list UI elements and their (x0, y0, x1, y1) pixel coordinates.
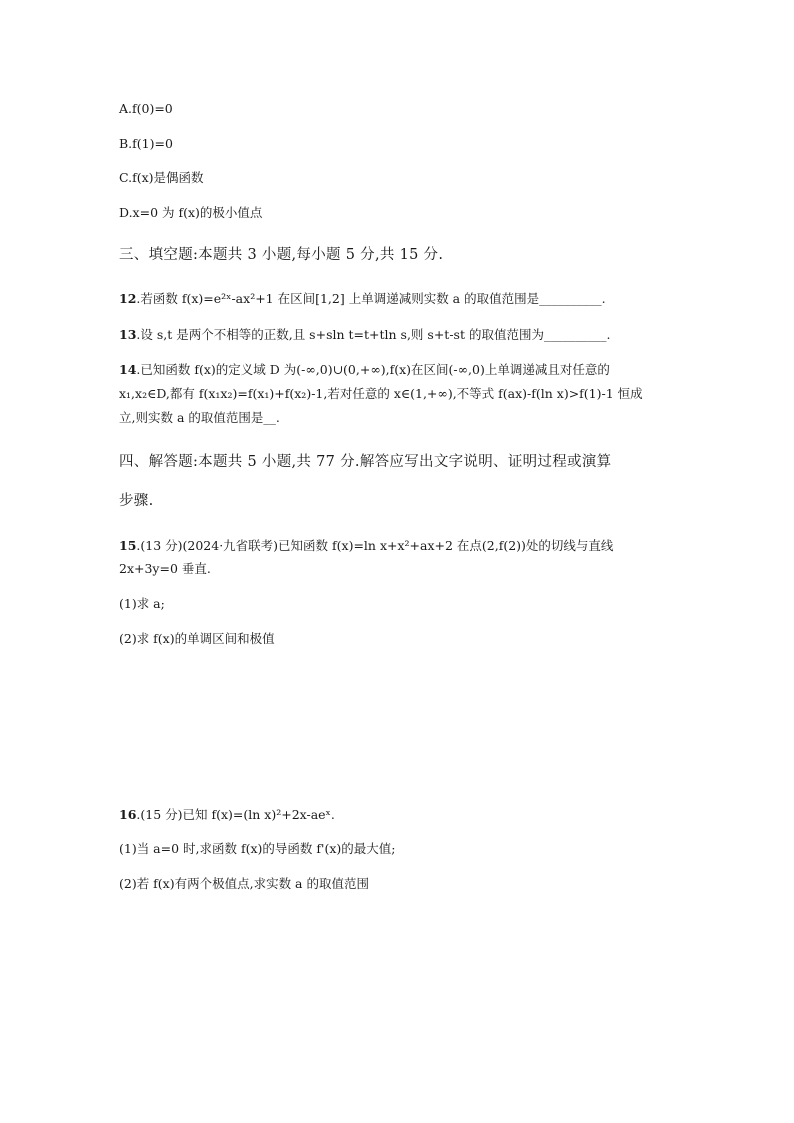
question-text: .(15 分)已知 f(x)=(ln x)²+2x-aeˣ. (136, 807, 335, 822)
question-14-line-3: 立,则实数 a 的取值范围是__. (119, 410, 280, 425)
question-16-part-1: (1)当 a=0 时,求函数 f(x)的导函数 f'(x)的最大值; (119, 841, 396, 856)
section-3-heading: 三、填空题:本题共 3 小题,每小题 5 分,共 15 分. (119, 247, 444, 263)
question-text: .若函数 f(x)=e²ˣ-ax²+1 在区间[1,2] 上单调递减则实数 a 的取值范围是__________. (136, 291, 606, 306)
question-16-part-2: (2)若 f(x)有两个极值点,求实数 a 的取值范围 (119, 876, 369, 891)
option-d: D.x=0 为 f(x)的极小值点 (119, 205, 263, 220)
question-12 (119, 291, 606, 307)
question-number: 15 (119, 538, 137, 553)
question-16-line-1 (119, 807, 335, 823)
question-13 (119, 327, 610, 343)
option-a: A.f(0)=0 (119, 101, 173, 116)
question-number: 16 (119, 807, 137, 822)
question-15-line-2: 2x+3y=0 垂直. (119, 561, 211, 576)
question-text: .已知函数 f(x)的定义域 D 为(-∞,0)∪(0,+∞),f(x)在区间(-∞,0)上单调递减且对任意的 (136, 362, 610, 377)
option-c: C.f(x)是偶函数 (119, 170, 204, 185)
question-number: 14 (119, 362, 137, 377)
question-text: .设 s,t 是两个不相等的正数,且 s+sln t=t+tln s,则 s+t-st 的取值范围为__________. (136, 327, 611, 342)
option-b: B.f(1)=0 (119, 136, 173, 151)
question-15-part-1: (1)求 a; (119, 596, 165, 611)
question-text: .(13 分)(2024·九省联考)已知函数 f(x)=ln x+x²+ax+2 在点(2,f(2))处的切线与直线 (136, 538, 614, 553)
question-14-line-1 (119, 362, 610, 378)
section-4-heading-line-1: 四、解答题:本题共 5 小题,共 77 分.解答应写出文字说明、证明过程或演算 (119, 454, 612, 470)
question-number: 12 (119, 291, 137, 306)
question-15-part-2: (2)求 f(x)的单调区间和极值 (119, 631, 275, 646)
section-4-heading-line-2: 步骤. (119, 493, 154, 509)
question-14-line-2: x₁,x₂∈D,都有 f(x₁x₂)=f(x₁)+f(x₂)-1,若对任意的 x∈(1,+∞),不等式 f(ax)-f(ln x)>f(1)-1 恒成 (119, 386, 643, 401)
question-15-line-1 (119, 538, 613, 554)
question-number: 13 (119, 327, 137, 342)
